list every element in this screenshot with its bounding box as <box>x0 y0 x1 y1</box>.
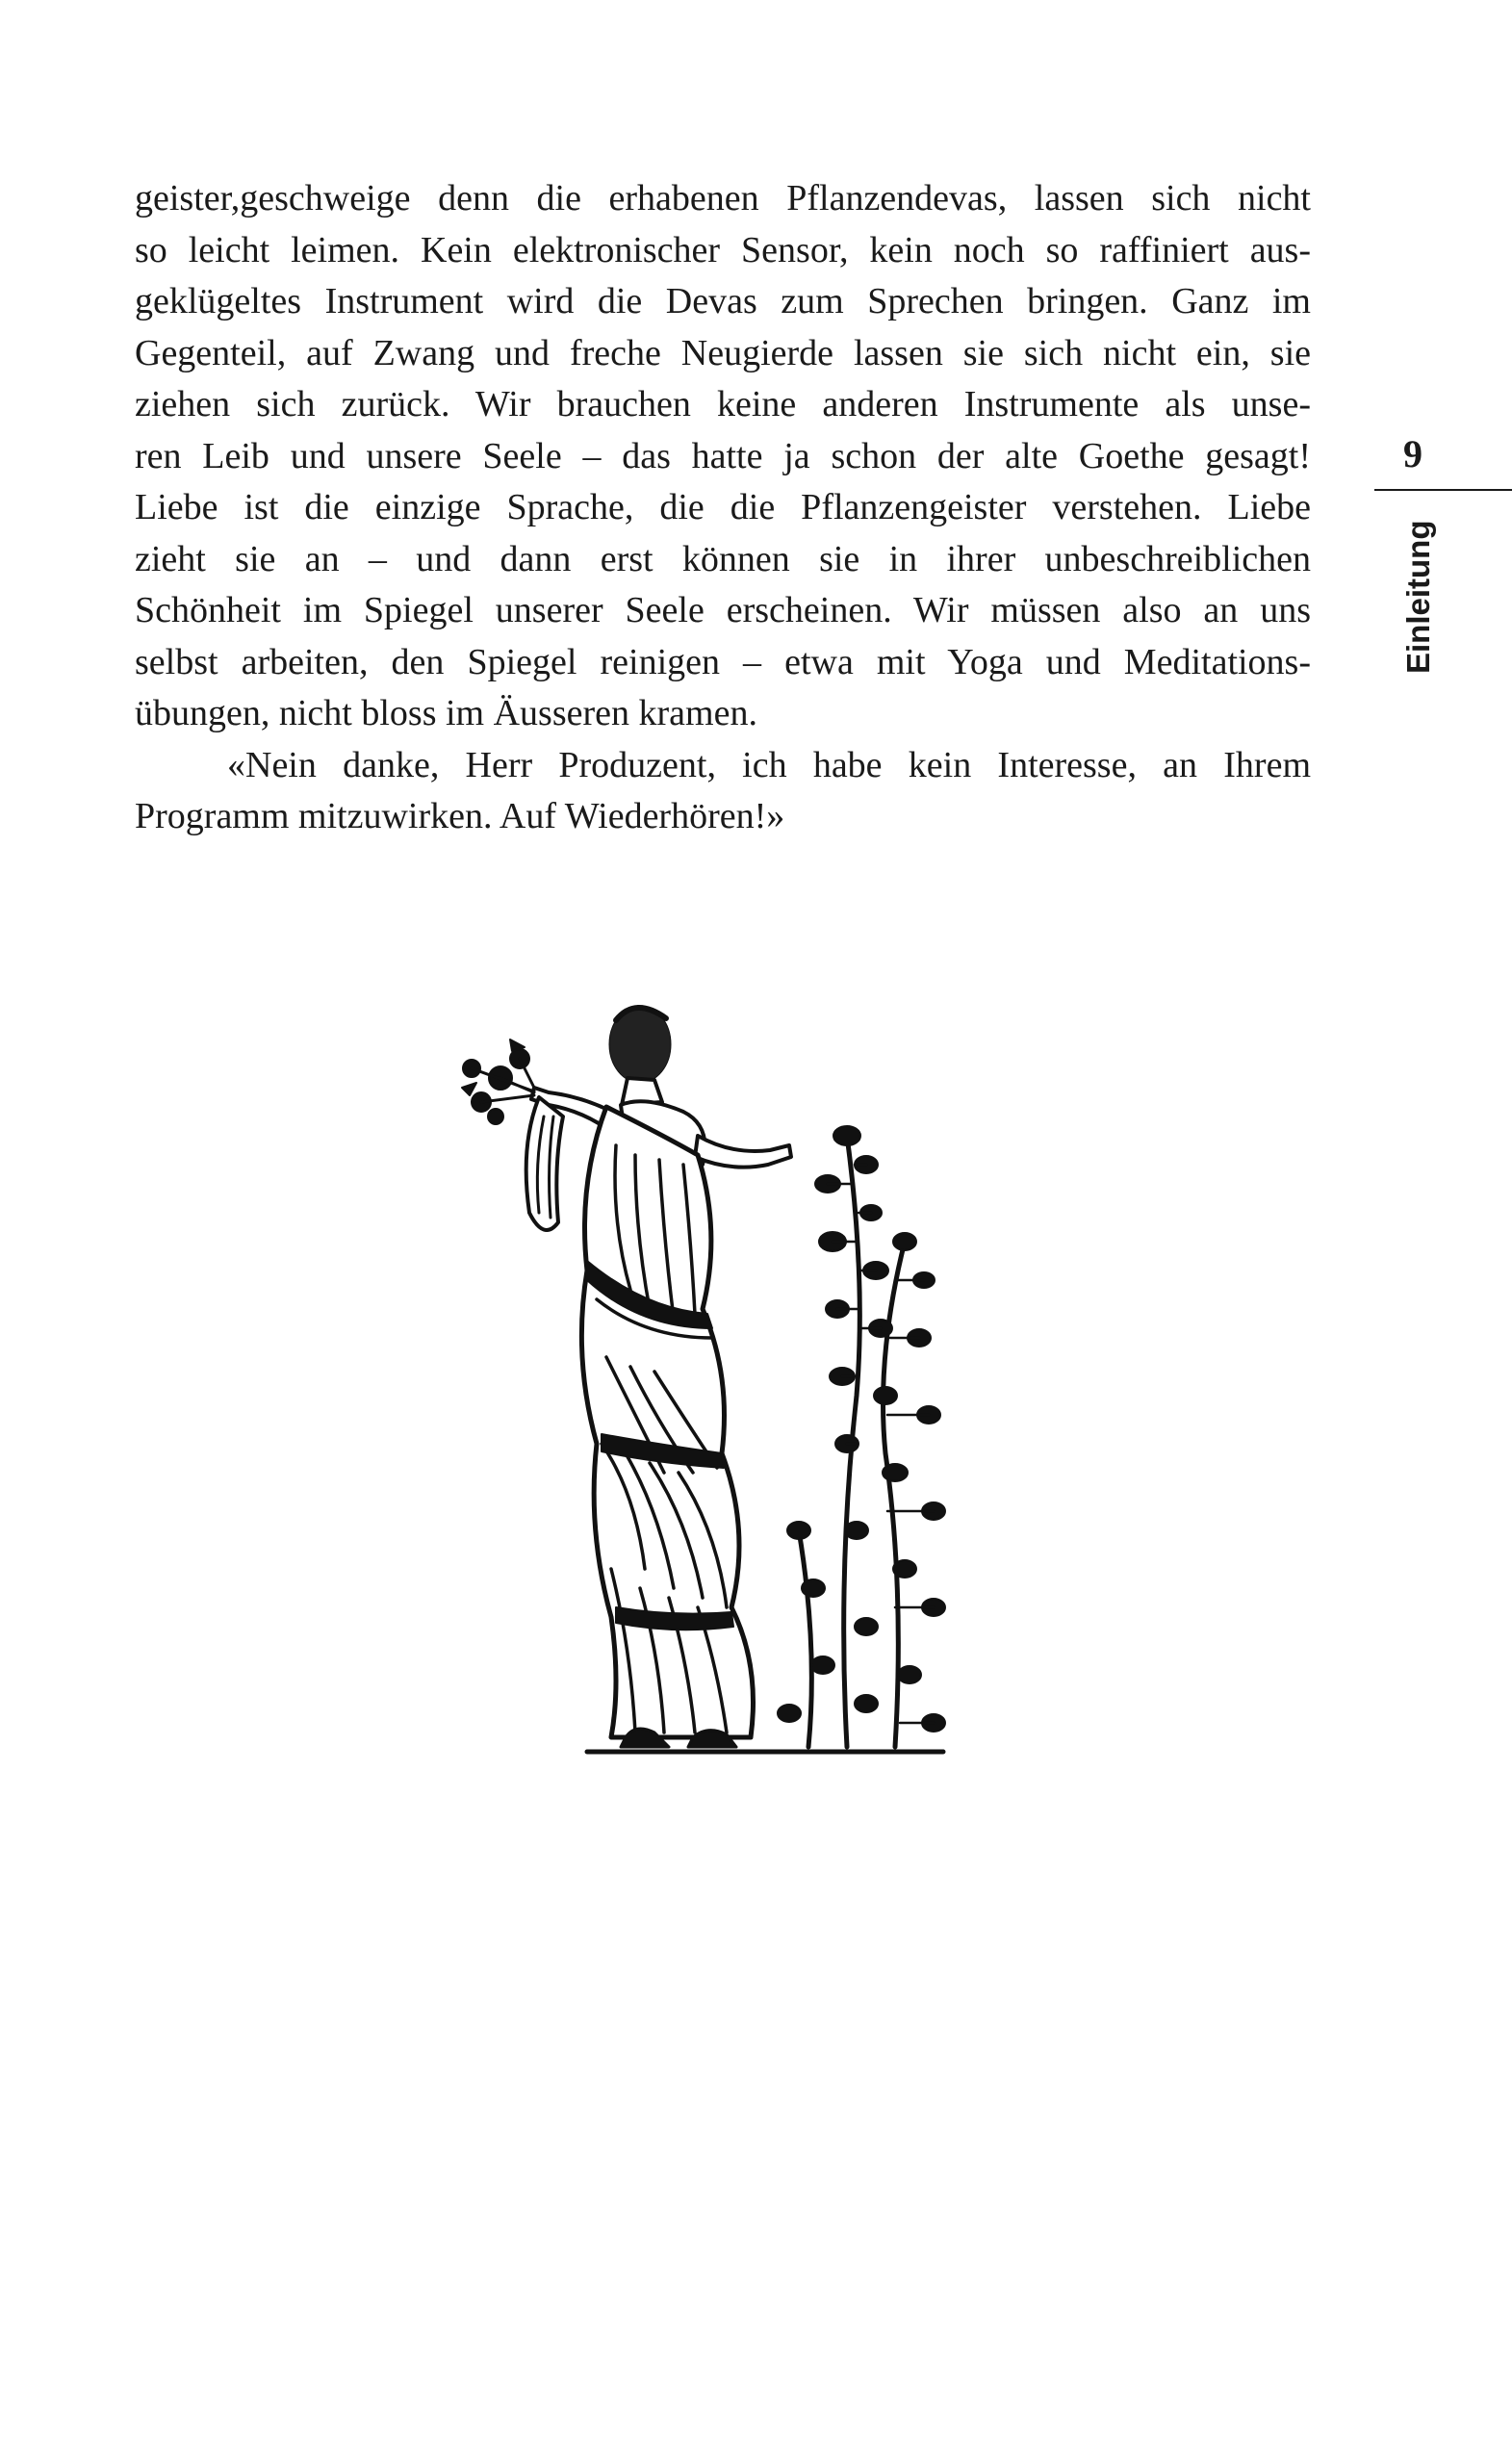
text-line: selbst arbeiten, den Spiegel reinigen – etwa mit Yoga und Meditations- <box>135 641 1311 682</box>
margin-rule <box>1374 489 1512 491</box>
text-line: geister,geschweige denn die erhabenen Pflanzendevas, lassen sich nicht <box>135 178 1311 218</box>
text-line: geklügeltes Instrument wird die Devas zum Sprechen bringen. Ganz im <box>135 281 1311 321</box>
text-line: ren Leib und unsere Seele – das hatte ja schon der alte Goethe gesagt! <box>135 435 1311 476</box>
text-line: «Nein danke, Herr Produzent, ich habe kein Interesse, an Ihrem <box>227 744 1311 785</box>
text-line: so leicht leimen. Kein elektronischer Sensor, kein noch so raffiniert aus- <box>135 229 1311 270</box>
text-line: Liebe ist die einzige Sprache, die die Pflanzengeister verstehen. Liebe <box>135 487 1311 527</box>
text-line: Programm mitzuwirken. Auf Wiederhören!» <box>135 796 785 836</box>
body-text <box>135 173 1311 843</box>
page-number: 9 <box>1403 432 1422 475</box>
section-label: Einleitung <box>1400 520 1436 674</box>
woman-with-plants-illustration <box>443 991 982 1761</box>
text-line: zieht sie an – und dann erst können sie in ihrer unbeschreiblichen <box>135 538 1311 579</box>
text-line: ziehen sich zurück. Wir brauchen keine anderen Instrumente als unse- <box>135 384 1311 424</box>
text-line: Schönheit im Spiegel unserer Seele erscheinen. Wir müssen also an uns <box>135 590 1311 630</box>
text-line: übungen, nicht bloss im Äusseren kramen. <box>135 693 757 733</box>
text-line: Gegenteil, auf Zwang und freche Neugierde lassen sie sich nicht ein, sie <box>135 332 1311 373</box>
